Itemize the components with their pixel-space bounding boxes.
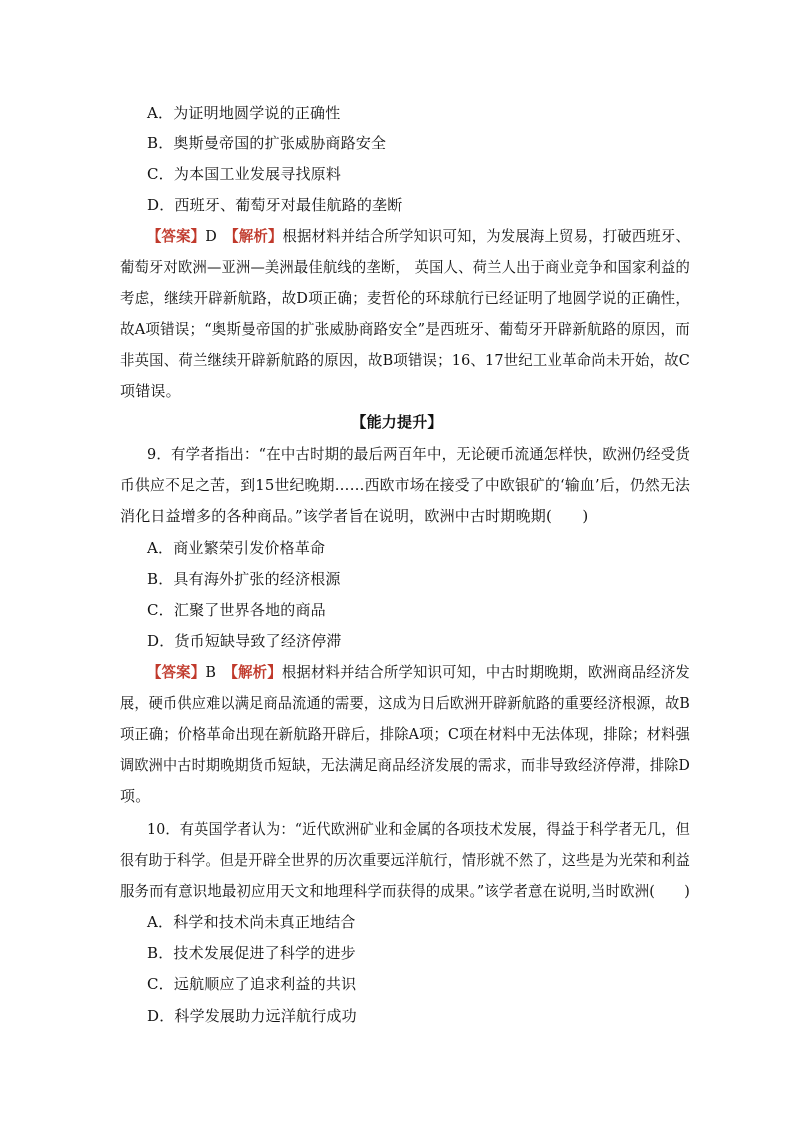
q9-option-d: D．货币短缺导致了经济停滞 [147,632,342,650]
q9-analysis-line: 调欧洲中古时期晚期货币短缺，无法满足商品经济发展的需求，而非导致经济停滞，排除D [120,756,690,774]
q8-analysis-line: 故A项错误；“奥斯曼帝国的扩张威胁商路安全”是西班牙、葡萄牙开辟新航路的原因，而 [120,320,690,338]
q8-analysis-line: 考虑，继续开辟新航路，故D项正确；麦哲伦的环球航行已经证明了地圆学说的正确性， [120,289,691,307]
q9-answer-line [147,661,690,683]
q9-option-b: B．具有海外扩张的经济根源 [147,570,341,588]
q8-analysis-line: 项错误。 [120,382,181,400]
q8-option-b: B．奥斯曼帝国的扩张威胁商路安全 [147,134,387,152]
q9-option-c: C．汇聚了世界各地的商品 [147,601,326,619]
q10-option-d: D．科学发展助力远洋航行成功 [147,1007,357,1025]
answer-value: D [205,227,217,245]
q10-stem-line: 服务而有意识地最初应用天文和地理科学而获得的成果。”该学者意在说明,当时欧洲( ) [120,882,690,900]
q10-stem-line: 10．有英国学者认为：“近代欧洲矿业和金属的各项技术发展，得益于科学者无几，但 [147,820,691,838]
q9-analysis-line: 项。 [120,787,151,805]
q9-stem-line: 币供应不足之苦，到15世纪晚期……西欧市场在接受了中欧银矿的‘输血’后，仍然无法 [120,476,691,494]
answer-tag: 【答案】 [147,227,206,245]
analysis-text: 根据材料并结合所学知识可知，为发展海上贸易，打破西班牙、 [282,227,691,245]
answer-tag: 【答案】 [147,663,206,681]
section-title: 【能力提升】 [351,413,443,431]
q9-option-a: A．商业繁荣引发价格革命 [147,539,326,557]
analysis-text: 根据材料并结合所学知识可知，中古时期晚期，欧洲商品经济发 [281,663,691,681]
q8-analysis-line: 非英国、荷兰继续开辟新航路的原因，故B项错误；16、17世纪工业革命尚未开始，故C [120,351,691,369]
q8-analysis-line: 葡萄牙对欧洲—亚洲—美洲最佳航线的垄断， 英国人、荷兰人出于商业竞争和国家利益的 [120,258,690,276]
q9-analysis-line: 项正确；价格革命出现在新航路开辟后，排除A项；C项在材料中无法体现，排除；材料强 [120,725,691,743]
q8-option-d: D．西班牙、葡萄牙对最佳航路的垄断 [147,196,403,214]
q8-option-a: A．为证明地圆学说的正确性 [147,104,341,122]
q10-option-c: C．远航顺应了追求利益的共识 [147,975,357,993]
q8-option-c: C．为本国工业发展寻找原料 [147,165,342,183]
q9-stem-line: 9．有学者指出：“在中古时期的最后两百年中，无论硬币流通怎样快，欧洲仍经受货 [147,445,691,463]
analysis-tag: 【解析】 [230,663,282,681]
analysis-tag: 【解析】 [231,227,283,245]
q10-stem-line: 很有助于科学。但是开辟全世界的历次重要远洋航行，情形就不然了，这些是为光荣和利益 [120,851,691,869]
q9-stem-line: 消化日益增多的各种商品。”该学者旨在说明，欧洲中古时期晚期( ) [120,507,589,525]
q10-option-a: A．科学和技术尚未真正地结合 [147,913,356,931]
answer-value: B [205,663,217,681]
q9-analysis-line: 展，硬币供应难以满足商品流通的需要，这成为日后欧洲开辟新航路的重要经济根源，故B [120,694,691,712]
q10-option-b: B．技术发展促进了科学的进步 [147,944,356,962]
q8-answer-line [147,225,690,247]
